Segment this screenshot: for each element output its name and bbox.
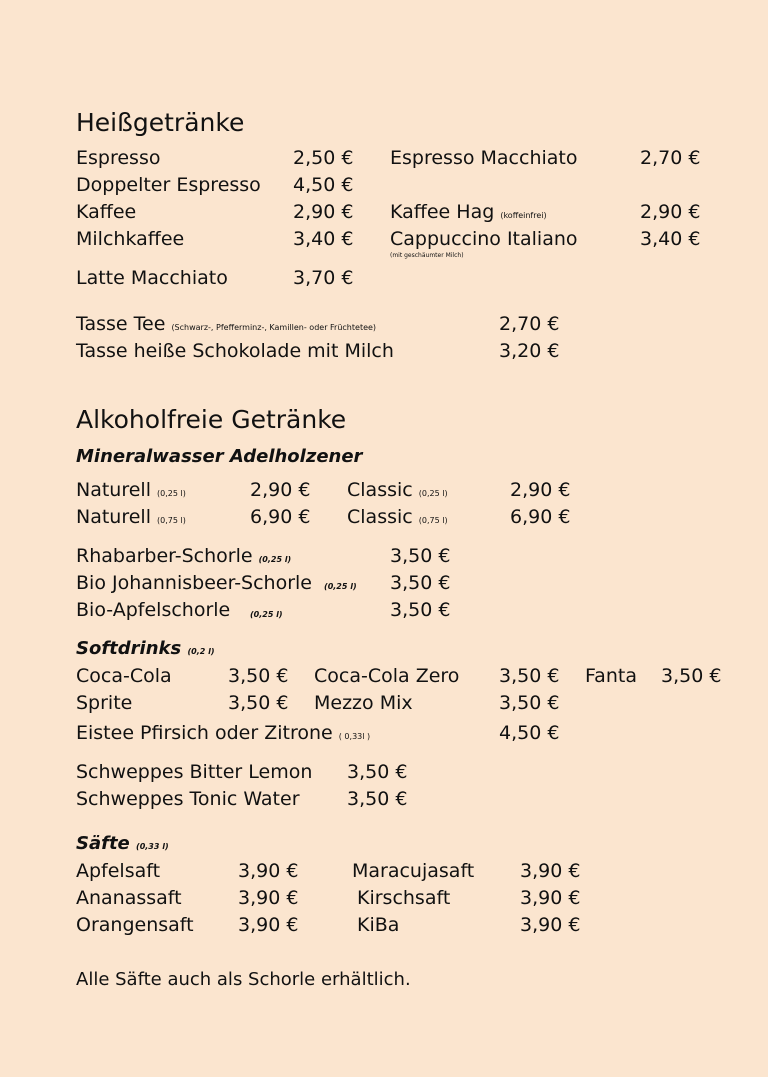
item-name: KiBa [357,914,400,936]
item-price: 3,50 € [390,572,451,594]
item-name: Apfelsaft [76,860,161,882]
item-price: 3,50 € [347,788,408,810]
item-name: Tasse heiße Schokolade mit Milch [76,340,394,362]
item-name: Cappuccino Italiano [390,228,578,250]
item-name: Fanta [585,665,637,687]
item-name: Schweppes Bitter Lemon [76,761,313,783]
item-name: Coca-Cola [76,665,172,687]
item-note: (Schwarz-, Pfefferminz-, Kamillen- oder Früchtetee) [171,323,377,332]
item-price: 3,90 € [520,914,581,936]
item-name: Espresso [76,147,161,169]
item-price: 3,90 € [520,887,581,909]
item-price: 3,50 € [228,665,289,687]
item-name: Tasse Tee (Schwarz-, Pfefferminz-, Kamillen- oder Früchtetee) [76,313,377,335]
item-price: 6,90 € [250,506,311,528]
item-price: 3,90 € [238,914,299,936]
item-note: (0,75 l) [157,516,186,525]
item-name: Ananassaft [76,887,182,909]
item-name: Classic (0,75 l) [347,506,448,528]
item-note: (koffeinfrei) [500,211,547,220]
item-price: 3,50 € [499,692,560,714]
item-price: 3,50 € [228,692,289,714]
item-name: Eistee Pfirsich oder Zitrone ( 0,33l ) [76,722,371,744]
section-title-cold: Alkoholfreie Getränke [76,405,347,434]
item-name: Schweppes Tonic Water [76,788,300,810]
item-name: Milchkaffee [76,228,185,250]
item-price: 2,90 € [293,201,354,223]
item-price: 3,20 € [499,340,560,362]
item-name: Kaffee Hag (koffeinfrei) [390,201,547,223]
item-name: Bio-Apfelschorle [76,599,231,621]
item-price: 2,90 € [510,479,571,501]
item-name: Bio Johannisbeer-Schorle (0,25 l) [76,572,357,594]
item-price: 2,70 € [640,147,701,169]
subsection-title-saft: Säfte (0,33 l) [76,833,169,854]
item-name: Naturell (0,25 l) [76,479,186,501]
item-note: (0,25 l) [157,489,186,498]
item-price: 3,90 € [238,860,299,882]
item-note: (0,25 l) [250,610,283,619]
item-price: 3,40 € [293,228,354,250]
item-name: Latte Macchiato [76,267,228,289]
item-note: (mit geschäumter Milch) [390,252,464,259]
item-name: Classic (0,25 l) [347,479,448,501]
item-name: Kaffee [76,201,137,223]
item-price: 4,50 € [293,174,354,196]
item-price: 3,50 € [661,665,722,687]
item-note: (0,33 l) [136,842,169,851]
subsection-title-mineral: Mineralwasser Adelholzener [76,446,363,467]
item-price: 3,50 € [347,761,408,783]
item-name: Espresso Macchiato [390,147,578,169]
item-price: 2,70 € [499,313,560,335]
item-note: (0,25 l) [324,582,357,591]
item-note: (0,2 l) [187,647,215,656]
item-price: 3,40 € [640,228,701,250]
item-price: 3,90 € [520,860,581,882]
item-price: 3,90 € [238,887,299,909]
subsection-title-soft: Softdrinks (0,2 l) [76,638,215,659]
item-note: (0,25 l) [258,555,292,564]
item-name: Naturell (0,75 l) [76,506,186,528]
item-note: (0,25 l) [418,489,448,498]
item-price: 3,50 € [499,665,560,687]
item-note: (0,75 l) [418,516,448,525]
item-price: 2,90 € [640,201,701,223]
item-price: 2,50 € [293,147,354,169]
item-name: Sprite [76,692,133,714]
item-price: 4,50 € [499,722,560,744]
item-name: Maracujasaft [352,860,475,882]
item-note: ( 0,33l ) [338,732,371,741]
item-name: Coca-Cola Zero [314,665,460,687]
item-name: Kirschsaft [357,887,451,909]
footer-note: Alle Säfte auch als Schorle erhältlich. [76,969,411,990]
item-name: Doppelter Espresso [76,174,261,196]
item-name: Mezzo Mix [314,692,413,714]
item-name: Rhabarber-Schorle (0,25 l) [76,545,292,567]
item-price: 3,70 € [293,267,354,289]
section-title-hot: Heißgetränke [76,108,245,137]
item-name: Orangensaft [76,914,194,936]
item-price: 2,90 € [250,479,311,501]
item-price: 3,50 € [390,545,451,567]
item-price: 6,90 € [510,506,571,528]
item-price: 3,50 € [390,599,451,621]
